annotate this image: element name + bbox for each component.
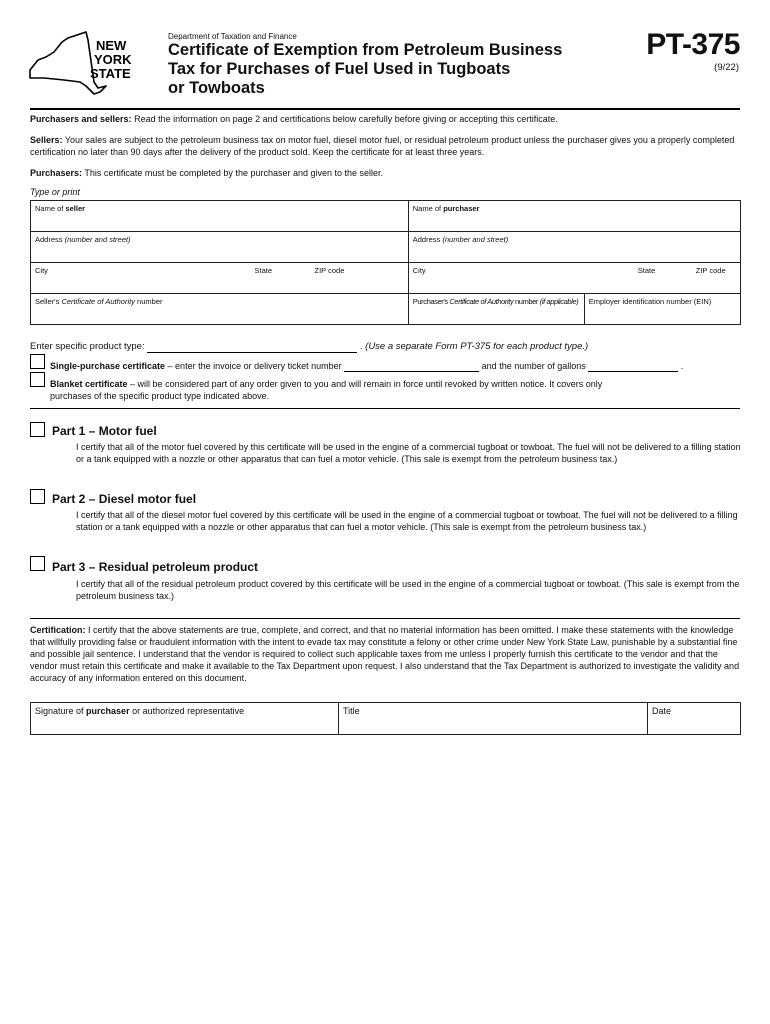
purchasers-label: Purchasers: <box>30 168 83 178</box>
product-type-input[interactable] <box>147 342 357 353</box>
blanket-text-2: purchases of the specific product type indicated above. <box>50 391 270 401</box>
section-divider-2 <box>30 618 740 619</box>
ein-label: Employer identification number (EIN) <box>588 297 712 306</box>
gallons-label: and the number of gallons <box>481 361 586 371</box>
certification-label: Certification: <box>30 625 86 635</box>
seller-name-bold: seller <box>65 204 86 213</box>
seller-state-label: State <box>254 266 273 275</box>
part1-body: I certify that all of the motor fuel covered by this certificate will be used in the engine of a commercial tugboat or towboat. The fuel will not be delivered to a filling station or a tank equipped with a nozzle or other apparatus that can fuel a motor vehicle. (This sale is exempt from the petroleum business tax.) <box>76 442 741 464</box>
intro-purchasers-sellers <box>30 113 740 125</box>
purchaser-zip-field[interactable] <box>692 263 741 294</box>
blanket-bold: Blanket certificate <box>50 379 128 389</box>
part3-title: Part 3 – Residual petroleum product <box>52 560 259 574</box>
seller-address-label: Address <box>35 235 63 244</box>
date-label: Date <box>652 706 672 716</box>
single-purchase-text: – enter the invoice or delivery ticket number <box>165 361 342 371</box>
title-line-3: or Towboats <box>168 79 265 97</box>
certification-text: I certify that the above statements are true, complete, and correct, and that no material information has been omitted. I make these statements with the knowledge that willfully providing false or fraudulent information with the intent to evade tax may constitute a felony or other crime under New York State Law, punishable by a substantial fine and possible jail sentence. I understand that the vendor is required to collect such applicable taxes from me unless I properly furnish this certificate to the vendor and that the vendor must retain this certificate and make it available to the Tax Department upon request. I also understand that the Tax Department is authorized to investigate the validity and accuracy of any information entered on this document. <box>30 625 740 683</box>
purchaser-coa-ital: Certificate of Authority <box>449 297 514 306</box>
gallons-input[interactable] <box>588 361 678 372</box>
title-line-2: Tax for Purchases of Fuel Used in Tugboats <box>168 60 511 78</box>
product-type-label: Enter specific product type: <box>30 341 145 352</box>
form-title <box>168 41 638 98</box>
product-type-row: Enter specific product type: . (Use a separate Form PT-375 for each product type.) <box>30 341 589 352</box>
seller-state-field[interactable] <box>251 263 311 294</box>
seller-city-label: City <box>35 266 48 275</box>
seller-city-field[interactable] <box>31 263 251 294</box>
intro-sellers <box>30 134 740 158</box>
single-purchase-bold: Single-purchase certificate <box>50 361 166 371</box>
seller-zip-label: ZIP code <box>314 266 345 275</box>
single-purchase-row: Single-purchase certificate – enter the invoice or delivery ticket number and the number of gallons . <box>50 361 684 371</box>
purchaser-coa-hint: (if applicable) <box>539 297 579 306</box>
sellers-label: Sellers: <box>30 135 63 145</box>
purchaser-name-pre: Name of <box>412 204 444 213</box>
purchaser-name-bold: purchaser <box>443 204 480 213</box>
date-field[interactable] <box>648 703 741 735</box>
blanket-checkbox[interactable] <box>30 372 45 387</box>
signature-post: or authorized representative <box>129 706 245 716</box>
title-field[interactable] <box>339 703 648 735</box>
part2-checkbox[interactable] <box>30 489 45 504</box>
purchaser-state-field[interactable] <box>634 263 692 294</box>
logo-word-2: YORK <box>94 52 132 67</box>
intro-text: Read the information on page 2 and certifications below carefully before giving or accepting this certificate. <box>134 114 558 124</box>
signature-field[interactable] <box>31 703 339 735</box>
part2-body: I certify that all of the diesel motor fuel covered by this certificate will be used in the engine of a commercial tugboat or towboat. The fuel will not be delivered to a filling station or a tank equipped with a nozzle or other apparatus that can fuel a motor vehicle. (This sale is exempt from the petroleum business tax.) <box>76 510 738 532</box>
party-info-table <box>30 200 741 325</box>
purchaser-zip-label: ZIP code <box>695 266 726 275</box>
seller-coa-field[interactable] <box>31 294 409 325</box>
title-label: Title <box>343 706 360 716</box>
intro-purchasers <box>30 167 740 179</box>
purchasers-text: This certificate must be completed by the purchaser and given to the seller. <box>84 168 384 178</box>
seller-address-field[interactable] <box>31 232 409 263</box>
seller-name-field[interactable] <box>31 201 409 232</box>
purchaser-coa-field[interactable] <box>408 294 584 325</box>
form-number: PT-375 <box>646 28 740 61</box>
signature-bold: purchaser <box>86 706 130 716</box>
seller-address-hint: (number and street) <box>64 235 131 244</box>
seller-coa-post: number <box>134 297 163 306</box>
single-purchase-checkbox[interactable] <box>30 354 45 369</box>
blanket-text: – will be considered part of any order given to you and will remain in force until revoked by written notice. It covers only <box>127 379 603 389</box>
purchaser-city-field[interactable] <box>408 263 634 294</box>
logo-word-3: STATE <box>90 66 131 81</box>
invoice-number-input[interactable] <box>344 361 479 372</box>
part1-title: Part 1 – Motor fuel <box>52 424 157 438</box>
section-divider-1 <box>30 408 740 409</box>
seller-coa-pre: Seller's <box>35 297 62 306</box>
ein-field[interactable] <box>584 294 740 325</box>
type-or-print: Type or print <box>30 187 80 197</box>
seller-name-pre: Name of <box>35 204 66 213</box>
seller-coa-ital: Certificate of Authority <box>61 297 135 306</box>
header-divider <box>30 108 740 110</box>
signature-table <box>30 702 741 735</box>
seller-zip-field[interactable] <box>311 263 409 294</box>
signature-pre: Signature of <box>35 706 87 716</box>
part3-checkbox[interactable] <box>30 556 45 571</box>
purchaser-coa-post: number <box>513 297 540 306</box>
intro-label: Purchasers and sellers: <box>30 114 132 124</box>
purchaser-address-field[interactable] <box>408 232 740 263</box>
department-name: Department of Taxation and Finance <box>168 32 297 41</box>
certification-statement <box>30 624 740 684</box>
nys-logo <box>24 30 136 100</box>
logo-word-1: NEW <box>96 38 127 53</box>
purchaser-coa-pre: Purchaser's <box>412 297 450 306</box>
part1-checkbox[interactable] <box>30 422 45 437</box>
purchaser-city-label: City <box>412 266 426 275</box>
purchaser-address-label: Address <box>412 235 441 244</box>
blanket-row <box>50 378 740 402</box>
part2-title: Part 2 – Diesel motor fuel <box>52 492 197 506</box>
product-type-note: (Use a separate Form PT-375 for each product type.) <box>365 341 589 352</box>
purchaser-address-hint: (number and street) <box>442 235 509 244</box>
sellers-text: Your sales are subject to the petroleum business tax on motor fuel, diesel motor fuel, or residual petroleum product unless the purchaser gives you a properly completed certification no later than 90 days after the delivery of the product sold. Keep the certificate for at least three years. <box>30 135 735 157</box>
purchaser-name-field[interactable] <box>408 201 740 232</box>
purchaser-state-label: State <box>637 266 656 275</box>
title-line-1: Certificate of Exemption from Petroleum Business <box>168 41 563 59</box>
part3-body: I certify that all of the residual petroleum product covered by this certificate will be used in the engine of a commercial tugboat or towboat. (This sale is exempt from the petroleum business tax.) <box>76 579 740 601</box>
form-revision: (9/22) <box>714 62 739 73</box>
